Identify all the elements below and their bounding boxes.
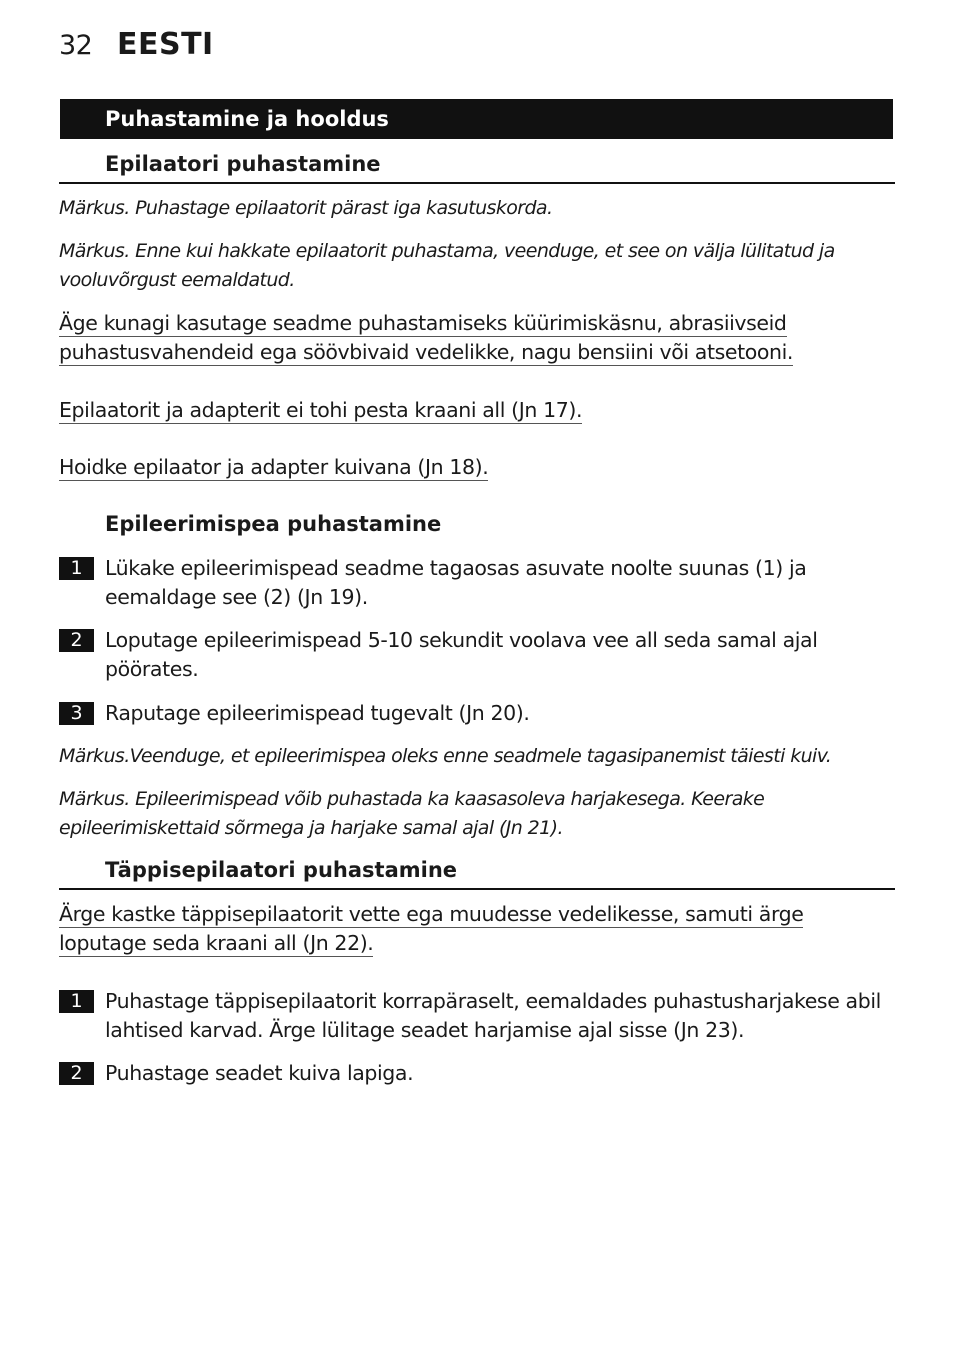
warning-line: loputage seda kraani all (Jn 22). <box>59 931 374 955</box>
section-title-bar <box>60 99 893 139</box>
step-line: eemaldage see (2) (Jn 19). <box>105 585 368 609</box>
page-number: 32 <box>59 30 93 61</box>
warning-line: Hoidke epilaator ja adapter kuivana (Jn 18). <box>59 455 489 479</box>
note-before-cleaning <box>59 237 899 295</box>
note-after-use: Märkus. Puhastage epilaatorit pärast iga kasutuskorda. <box>59 197 553 219</box>
step-line: pöörates. <box>105 657 199 681</box>
warning-line: Epilaatorit ja adapterit ei tohi pesta kraani all (Jn 17). <box>59 398 583 422</box>
step-line: Raputage epileerimispead tugevalt (Jn 20). <box>105 701 530 725</box>
step-number: 1 <box>59 557 94 580</box>
subheading-rule <box>59 182 895 184</box>
subheading-head-cleaning: Epileerimispea puhastamine <box>105 512 442 536</box>
note-line: Märkus. Epileerimispead võib puhastada ka kaasasoleva harjakesega. Keerake <box>59 788 765 810</box>
section-title: Puhastamine ja hooldus <box>105 107 389 131</box>
step-line: Puhastage täppisepilaatorit korrapäraselt, eemaldades puhastusharjakese abil <box>105 989 881 1013</box>
step-item <box>59 626 899 686</box>
step-text <box>105 626 905 684</box>
note-brush-cleaning <box>59 785 899 843</box>
step-line: Loputage epileerimispead 5-10 sekundit voolava vee all seda samal ajal <box>105 628 818 652</box>
step-item <box>59 554 899 614</box>
step-text <box>105 554 905 612</box>
step-line: Puhastage seadet kuiva lapiga. <box>105 1061 414 1085</box>
note-line: vooluvõrgust eemaldatud. <box>59 269 295 291</box>
step-line: Lükake epileerimispead seadme tagaosas asuvate noolte suunas (1) ja <box>105 556 807 580</box>
step-number: 1 <box>59 990 94 1013</box>
note-line: Märkus. Enne kui hakkate epilaatorit puhastama, veenduge, et see on välja lülitatud ja <box>59 240 835 262</box>
warning-line: Ärge kastke täppisepilaatorit vette ega muudesse vedelikesse, samuti ärge <box>59 902 804 926</box>
subheading-precision-cleaning: Täppisepilaatori puhastamine <box>105 858 458 882</box>
warning-no-rinse <box>59 396 582 425</box>
note-dry-head: Märkus.Veenduge, et epileerimispea oleks enne seadmele tagasipanemist täiesti kuiv. <box>59 745 832 767</box>
step-text <box>105 699 905 728</box>
step-item <box>59 699 899 729</box>
step-item <box>59 1059 899 1089</box>
step-item <box>59 987 899 1047</box>
step-line: lahtised karvad. Ärge lülitage seadet harjamise ajal sisse (Jn 23). <box>105 1018 745 1042</box>
warning-line: puhastusvahendeid ega söövbivaid vedelikke, nagu bensiini või atsetooni. <box>59 340 794 364</box>
warning-line: Äge kunagi kasutage seadme puhastamiseks küürimiskäsnu, abrasiivseid <box>59 311 787 335</box>
step-number: 2 <box>59 629 94 652</box>
warning-abrasives <box>59 309 793 367</box>
step-number: 2 <box>59 1062 94 1085</box>
step-number: 3 <box>59 702 94 725</box>
step-text <box>105 1059 905 1088</box>
subheading-rule <box>59 888 895 890</box>
step-text <box>105 987 905 1045</box>
note-line: epileerimiskettaid sõrmega ja harjake samal ajal (Jn 21). <box>59 817 563 839</box>
warning-no-immerse <box>59 900 803 958</box>
warning-keep-dry <box>59 453 488 482</box>
subheading-epilator-cleaning: Epilaatori puhastamine <box>105 152 381 176</box>
language-heading: EESTI <box>117 27 214 62</box>
